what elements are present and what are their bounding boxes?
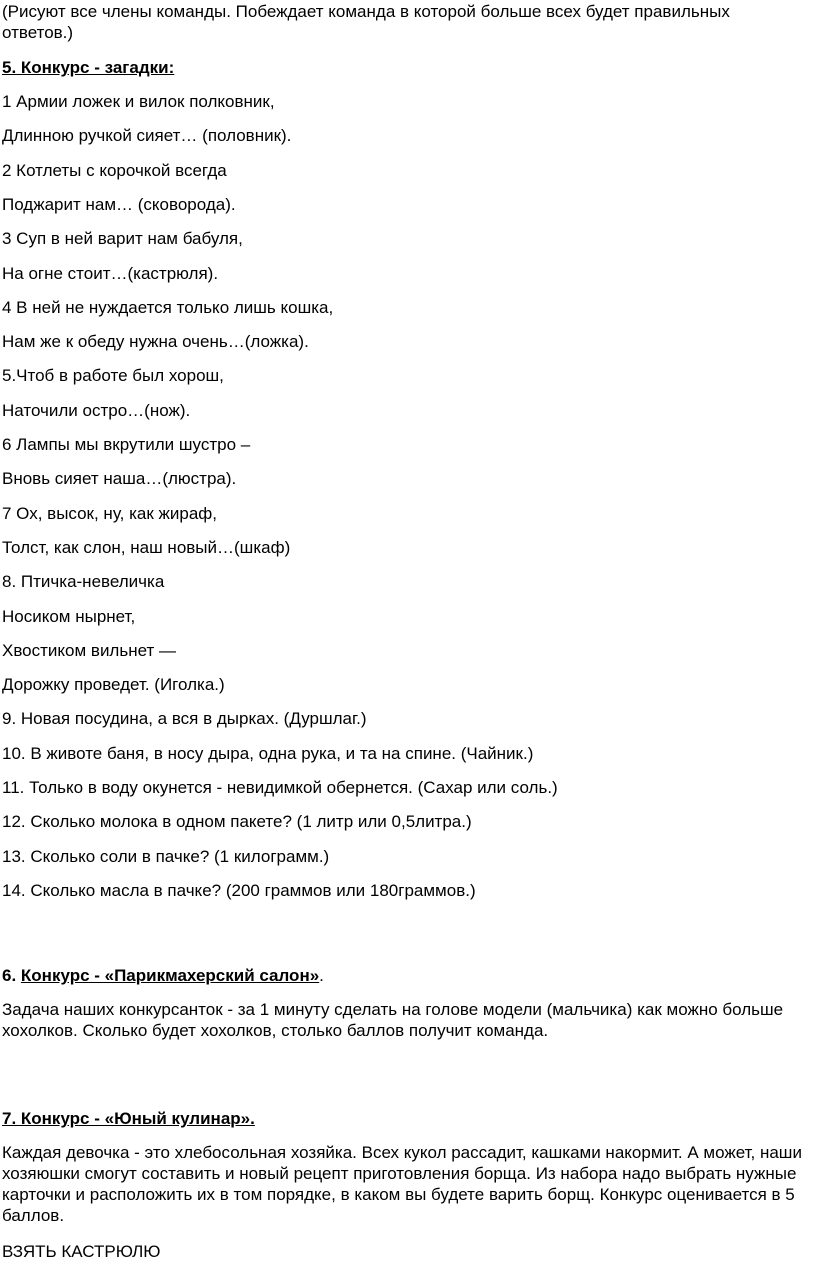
riddle-line: Длинною ручкой сияет… (половник). bbox=[2, 126, 292, 145]
riddle-line: Вновь сияет наша…(люстра). bbox=[2, 469, 237, 488]
section5-heading: 5. Конкурс - загадки: bbox=[2, 58, 175, 77]
riddle-line: 10. В животе баня, в носу дыра, одна рука, и та на спине. (Чайник.) bbox=[2, 744, 534, 763]
riddle-line: 9. Новая посудина, а вся в дырках. (Дуршлаг.) bbox=[2, 709, 367, 728]
riddle-line: 2 Котлеты с корочкой всегда bbox=[2, 161, 227, 180]
section6-heading-tail: . bbox=[319, 966, 324, 985]
section6-number: 6. bbox=[2, 966, 17, 985]
riddle-line: На огне стоит…(кастрюля). bbox=[2, 264, 219, 283]
section6-heading-line bbox=[2, 965, 324, 986]
riddle-line: Дорожку проведет. (Иголка.) bbox=[2, 675, 225, 694]
riddle-line: 3 Суп в ней варит нам бабуля, bbox=[2, 229, 243, 248]
riddle-line: 6 Лампы мы вкрутили шустро – bbox=[2, 435, 251, 454]
riddle-line: Наточили остро…(нож). bbox=[2, 401, 191, 420]
riddle-line: 5.Чтоб в работе был хорош, bbox=[2, 366, 224, 385]
riddle-line: Толст, как слон, наш новый…(шкаф) bbox=[2, 538, 291, 557]
riddle-line: Хвостиком вильнет — bbox=[2, 641, 177, 660]
section6-heading: Конкурс - «Парикмахерский салон» bbox=[20, 966, 320, 985]
riddle-line: 12. Сколько молока в одном пакете? (1 литр или 0,5литра.) bbox=[2, 812, 472, 831]
section7-body: Каждая девочка - это хлебосольная хозяйка. Всех кукол рассадит, кашками накормит. А может, наши хозяюшки смогут составить и новый рецепт приготовления борща. Из набора надо выбрать нужные карточки и расположить их в том порядке, в каком вы будете варить борщ. Конкурс оценивается в 5 баллов. bbox=[2, 1143, 802, 1225]
recipe-card-text: ВЗЯТЬ КАСТРЮЛЮ bbox=[2, 1242, 161, 1261]
riddle-line: Нам же к обеду нужна очень…(ложка). bbox=[2, 332, 309, 351]
riddle-line: 11. Только в воду окунется - невидимкой обернется. (Сахар или соль.) bbox=[2, 778, 558, 797]
riddle-line: 1 Армии ложек и вилок полковник, bbox=[2, 92, 275, 111]
riddle-line: 14. Сколько масла в пачке? (200 граммов или 180граммов.) bbox=[2, 881, 476, 900]
riddle-line: Носиком нырнет, bbox=[2, 607, 136, 626]
riddle-line: 13. Сколько соли в пачке? (1 килограмм.) bbox=[2, 847, 330, 866]
riddle-line: 4 В ней не нуждается только лишь кошка, bbox=[2, 298, 334, 317]
riddle-line: Поджарит нам… (сковорода). bbox=[2, 195, 236, 214]
section6-body: Задача наших конкурсанток - за 1 минуту сделать на голове модели (мальчика) как можно больше хохолков. Сколько будет хохолков, столько баллов получит команда. bbox=[2, 1000, 784, 1040]
section7-heading: 7. Конкурс - «Юный кулинар». bbox=[2, 1109, 255, 1128]
riddle-line: 7 Ох, высок, ну, как жираф, bbox=[2, 504, 217, 523]
intro-note: (Рисуют все члены команды. Побеждает команда в которой больше всех будет правильных ответов.) bbox=[2, 2, 730, 42]
riddle-line: 8. Птичка-невеличка bbox=[2, 572, 165, 591]
